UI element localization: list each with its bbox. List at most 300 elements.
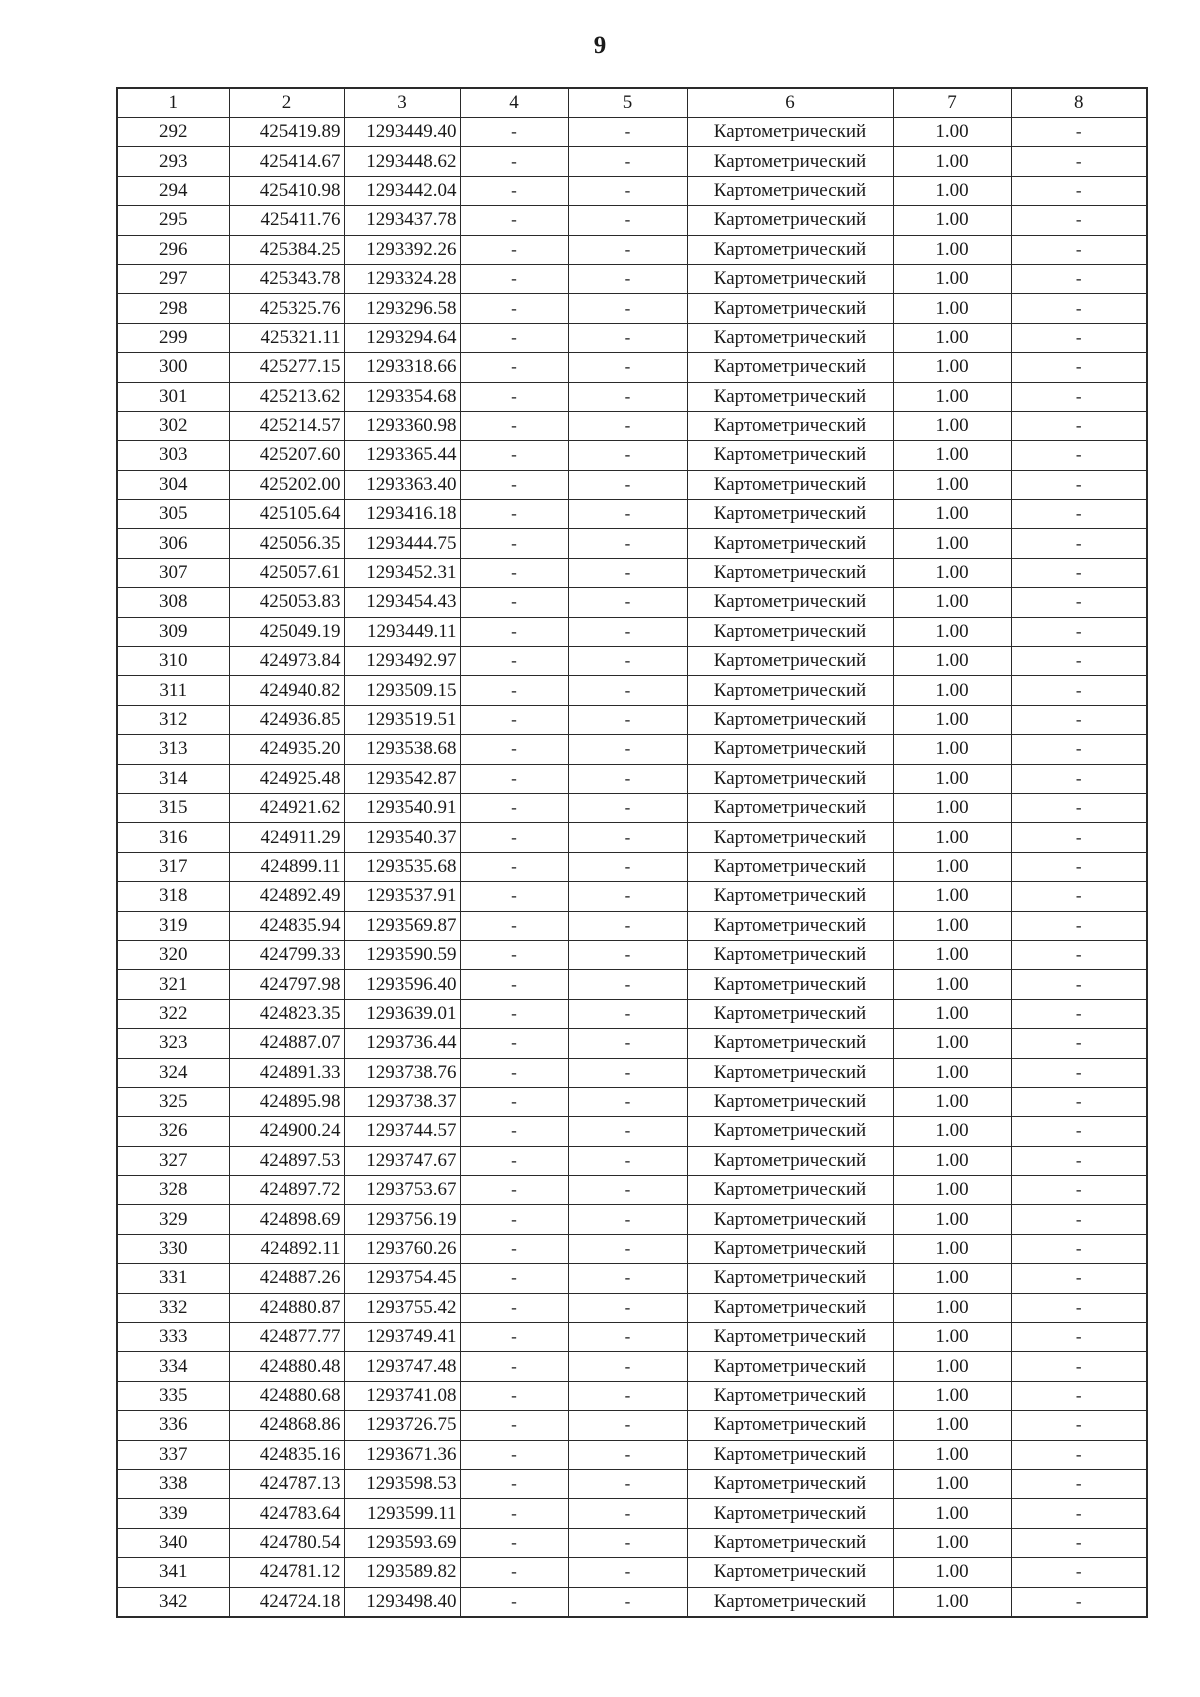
cell-col-8: - [1011, 1117, 1147, 1146]
cell-col-4: - [460, 1293, 568, 1322]
cell-col-4: - [460, 529, 568, 558]
cell-col-8: - [1011, 1411, 1147, 1440]
cell-col-4: - [460, 235, 568, 264]
cell-coordinate-x: 425214.57 [229, 411, 344, 440]
cell-col-8: - [1011, 323, 1147, 352]
cell-col-4: - [460, 940, 568, 969]
cell-point-number: 300 [117, 353, 229, 382]
cell-coordinate-x: 424898.69 [229, 1205, 344, 1234]
cell-coordinate-y: 1293540.91 [344, 793, 460, 822]
cell-coordinate-y: 1293726.75 [344, 1411, 460, 1440]
cell-col-5: - [568, 264, 687, 293]
cell-coordinate-y: 1293747.67 [344, 1146, 460, 1175]
cell-col-8: - [1011, 558, 1147, 587]
cell-method: Картометрический [687, 1558, 893, 1587]
cell-col-5: - [568, 970, 687, 999]
cell-coordinate-x: 425410.98 [229, 176, 344, 205]
cell-coordinate-y: 1293437.78 [344, 206, 460, 235]
cell-col-8: - [1011, 1029, 1147, 1058]
cell-point-number: 292 [117, 118, 229, 147]
cell-col-4: - [460, 676, 568, 705]
cell-accuracy: 1.00 [893, 118, 1011, 147]
cell-col-4: - [460, 1234, 568, 1263]
cell-method: Картометрический [687, 1411, 893, 1440]
cell-coordinate-y: 1293738.76 [344, 1058, 460, 1087]
cell-coordinate-y: 1293599.11 [344, 1499, 460, 1528]
column-header: 7 [893, 88, 1011, 118]
cell-method: Картометрический [687, 206, 893, 235]
cell-point-number: 298 [117, 294, 229, 323]
cell-accuracy: 1.00 [893, 999, 1011, 1028]
cell-point-number: 301 [117, 382, 229, 411]
column-header: 5 [568, 88, 687, 118]
cell-col-8: - [1011, 1146, 1147, 1175]
cell-coordinate-x: 424911.29 [229, 823, 344, 852]
cell-col-8: - [1011, 1499, 1147, 1528]
table-row [117, 1411, 1147, 1440]
cell-col-4: - [460, 735, 568, 764]
cell-coordinate-y: 1293540.37 [344, 823, 460, 852]
cell-accuracy: 1.00 [893, 353, 1011, 382]
table-row [117, 235, 1147, 264]
cell-accuracy: 1.00 [893, 1117, 1011, 1146]
cell-col-8: - [1011, 1469, 1147, 1498]
cell-coordinate-y: 1293365.44 [344, 441, 460, 470]
cell-col-8: - [1011, 176, 1147, 205]
cell-point-number: 315 [117, 793, 229, 822]
table-row [117, 911, 1147, 940]
cell-col-4: - [460, 176, 568, 205]
cell-coordinate-x: 425325.76 [229, 294, 344, 323]
cell-point-number: 296 [117, 235, 229, 264]
cell-point-number: 337 [117, 1440, 229, 1469]
cell-coordinate-y: 1293542.87 [344, 764, 460, 793]
cell-coordinate-y: 1293492.97 [344, 647, 460, 676]
cell-col-5: - [568, 206, 687, 235]
cell-col-8: - [1011, 1205, 1147, 1234]
cell-point-number: 335 [117, 1381, 229, 1410]
cell-accuracy: 1.00 [893, 940, 1011, 969]
cell-accuracy: 1.00 [893, 1176, 1011, 1205]
cell-col-4: - [460, 206, 568, 235]
cell-coordinate-y: 1293416.18 [344, 500, 460, 529]
cell-accuracy: 1.00 [893, 852, 1011, 881]
cell-coordinate-x: 424877.77 [229, 1323, 344, 1352]
table-row [117, 1146, 1147, 1175]
table-row [117, 1440, 1147, 1469]
cell-coordinate-y: 1293755.42 [344, 1293, 460, 1322]
cell-coordinate-x: 424940.82 [229, 676, 344, 705]
cell-coordinate-y: 1293744.57 [344, 1117, 460, 1146]
cell-col-4: - [460, 970, 568, 999]
table-row [117, 1029, 1147, 1058]
cell-coordinate-x: 425419.89 [229, 118, 344, 147]
cell-col-4: - [460, 500, 568, 529]
cell-point-number: 306 [117, 529, 229, 558]
cell-accuracy: 1.00 [893, 1499, 1011, 1528]
cell-accuracy: 1.00 [893, 1381, 1011, 1410]
cell-col-8: - [1011, 1381, 1147, 1410]
cell-point-number: 308 [117, 588, 229, 617]
cell-accuracy: 1.00 [893, 1205, 1011, 1234]
cell-coordinate-x: 424895.98 [229, 1087, 344, 1116]
cell-method: Картометрический [687, 147, 893, 176]
cell-col-8: - [1011, 441, 1147, 470]
cell-col-4: - [460, 323, 568, 352]
cell-coordinate-y: 1293535.68 [344, 852, 460, 881]
cell-coordinate-x: 424787.13 [229, 1469, 344, 1498]
column-header: 6 [687, 88, 893, 118]
table-row [117, 852, 1147, 881]
cell-method: Картометрический [687, 500, 893, 529]
cell-method: Картометрический [687, 852, 893, 881]
cell-col-8: - [1011, 1528, 1147, 1557]
cell-coordinate-x: 424897.53 [229, 1146, 344, 1175]
cell-method: Картометрический [687, 441, 893, 470]
cell-col-5: - [568, 1205, 687, 1234]
cell-method: Картометрический [687, 1440, 893, 1469]
cell-coordinate-x: 425343.78 [229, 264, 344, 293]
cell-col-5: - [568, 1411, 687, 1440]
cell-col-4: - [460, 411, 568, 440]
cell-coordinate-x: 424887.26 [229, 1264, 344, 1293]
cell-method: Картометрический [687, 793, 893, 822]
cell-point-number: 303 [117, 441, 229, 470]
table-row [117, 529, 1147, 558]
table-row [117, 500, 1147, 529]
cell-point-number: 327 [117, 1146, 229, 1175]
cell-col-5: - [568, 176, 687, 205]
table-row [117, 940, 1147, 969]
table-row [117, 1352, 1147, 1381]
cell-method: Картометрический [687, 353, 893, 382]
cell-col-5: - [568, 764, 687, 793]
cell-col-5: - [568, 1058, 687, 1087]
cell-coordinate-x: 425321.11 [229, 323, 344, 352]
cell-col-8: - [1011, 940, 1147, 969]
cell-point-number: 293 [117, 147, 229, 176]
cell-col-4: - [460, 764, 568, 793]
table-row [117, 353, 1147, 382]
cell-accuracy: 1.00 [893, 206, 1011, 235]
cell-coordinate-y: 1293754.45 [344, 1264, 460, 1293]
cell-coordinate-x: 424880.87 [229, 1293, 344, 1322]
table-row [117, 1499, 1147, 1528]
cell-accuracy: 1.00 [893, 1528, 1011, 1557]
table-row [117, 1234, 1147, 1263]
cell-coordinate-x: 424925.48 [229, 764, 344, 793]
cell-coordinate-y: 1293738.37 [344, 1087, 460, 1116]
cell-method: Картометрический [687, 705, 893, 734]
cell-accuracy: 1.00 [893, 147, 1011, 176]
cell-method: Картометрический [687, 529, 893, 558]
cell-col-5: - [568, 500, 687, 529]
cell-method: Картометрический [687, 882, 893, 911]
cell-coordinate-y: 1293498.40 [344, 1587, 460, 1617]
cell-col-5: - [568, 411, 687, 440]
cell-method: Картометрический [687, 647, 893, 676]
cell-coordinate-y: 1293537.91 [344, 882, 460, 911]
cell-coordinate-y: 1293296.58 [344, 294, 460, 323]
cell-coordinate-y: 1293749.41 [344, 1323, 460, 1352]
cell-col-5: - [568, 235, 687, 264]
cell-point-number: 328 [117, 1176, 229, 1205]
cell-point-number: 320 [117, 940, 229, 969]
cell-coordinate-y: 1293753.67 [344, 1176, 460, 1205]
cell-coordinate-x: 424936.85 [229, 705, 344, 734]
cell-accuracy: 1.00 [893, 1264, 1011, 1293]
cell-coordinate-x: 424892.49 [229, 882, 344, 911]
cell-accuracy: 1.00 [893, 1558, 1011, 1587]
cell-method: Картометрический [687, 735, 893, 764]
cell-col-5: - [568, 1293, 687, 1322]
cell-coordinate-x: 424935.20 [229, 735, 344, 764]
cell-accuracy: 1.00 [893, 294, 1011, 323]
cell-col-8: - [1011, 264, 1147, 293]
cell-col-5: - [568, 1176, 687, 1205]
cell-accuracy: 1.00 [893, 1411, 1011, 1440]
table-row [117, 1087, 1147, 1116]
table-row [117, 823, 1147, 852]
cell-col-4: - [460, 1440, 568, 1469]
cell-coordinate-y: 1293756.19 [344, 1205, 460, 1234]
cell-accuracy: 1.00 [893, 264, 1011, 293]
cell-col-5: - [568, 1558, 687, 1587]
cell-point-number: 316 [117, 823, 229, 852]
cell-col-8: - [1011, 1558, 1147, 1587]
cell-col-4: - [460, 1029, 568, 1058]
cell-col-5: - [568, 999, 687, 1028]
table-row [117, 176, 1147, 205]
cell-point-number: 330 [117, 1234, 229, 1263]
table-row [117, 1205, 1147, 1234]
cell-coordinate-x: 424892.11 [229, 1234, 344, 1263]
cell-col-5: - [568, 852, 687, 881]
cell-col-4: - [460, 264, 568, 293]
cell-accuracy: 1.00 [893, 470, 1011, 499]
cell-coordinate-y: 1293741.08 [344, 1381, 460, 1410]
cell-col-4: - [460, 1087, 568, 1116]
cell-col-8: - [1011, 1058, 1147, 1087]
cell-col-4: - [460, 999, 568, 1028]
cell-point-number: 312 [117, 705, 229, 734]
cell-col-4: - [460, 1146, 568, 1175]
column-header: 4 [460, 88, 568, 118]
cell-accuracy: 1.00 [893, 441, 1011, 470]
cell-coordinate-y: 1293639.01 [344, 999, 460, 1028]
cell-col-4: - [460, 1558, 568, 1587]
cell-coordinate-x: 425414.67 [229, 147, 344, 176]
cell-col-8: - [1011, 529, 1147, 558]
cell-point-number: 324 [117, 1058, 229, 1087]
cell-col-5: - [568, 1323, 687, 1352]
cell-accuracy: 1.00 [893, 911, 1011, 940]
cell-coordinate-x: 424797.98 [229, 970, 344, 999]
cell-method: Картометрический [687, 911, 893, 940]
cell-col-8: - [1011, 1234, 1147, 1263]
cell-col-4: - [460, 1058, 568, 1087]
cell-coordinate-x: 425411.76 [229, 206, 344, 235]
cell-method: Картометрический [687, 764, 893, 793]
table-body [117, 88, 1147, 1617]
table-row [117, 1264, 1147, 1293]
cell-method: Картометрический [687, 999, 893, 1028]
cell-col-5: - [568, 588, 687, 617]
cell-coordinate-x: 424781.12 [229, 1558, 344, 1587]
cell-accuracy: 1.00 [893, 1440, 1011, 1469]
cell-coordinate-x: 424780.54 [229, 1528, 344, 1557]
table-row [117, 470, 1147, 499]
cell-col-5: - [568, 1499, 687, 1528]
cell-col-4: - [460, 441, 568, 470]
cell-point-number: 336 [117, 1411, 229, 1440]
cell-coordinate-y: 1293294.64 [344, 323, 460, 352]
cell-point-number: 295 [117, 206, 229, 235]
cell-col-5: - [568, 676, 687, 705]
cell-col-4: - [460, 647, 568, 676]
cell-point-number: 294 [117, 176, 229, 205]
cell-col-8: - [1011, 118, 1147, 147]
cell-col-4: - [460, 793, 568, 822]
cell-col-4: - [460, 882, 568, 911]
cell-method: Картометрический [687, 411, 893, 440]
cell-col-4: - [460, 382, 568, 411]
cell-accuracy: 1.00 [893, 235, 1011, 264]
cell-method: Картометрический [687, 1499, 893, 1528]
cell-col-4: - [460, 1264, 568, 1293]
cell-coordinate-x: 424900.24 [229, 1117, 344, 1146]
cell-col-4: - [460, 1411, 568, 1440]
cell-col-4: - [460, 1117, 568, 1146]
cell-point-number: 310 [117, 647, 229, 676]
cell-col-4: - [460, 911, 568, 940]
cell-point-number: 318 [117, 882, 229, 911]
cell-accuracy: 1.00 [893, 382, 1011, 411]
cell-accuracy: 1.00 [893, 500, 1011, 529]
cell-coordinate-y: 1293392.26 [344, 235, 460, 264]
cell-col-8: - [1011, 676, 1147, 705]
table-row [117, 705, 1147, 734]
cell-col-8: - [1011, 911, 1147, 940]
cell-coordinate-y: 1293671.36 [344, 1440, 460, 1469]
cell-col-4: - [460, 1469, 568, 1498]
cell-point-number: 305 [117, 500, 229, 529]
cell-coordinate-x: 424921.62 [229, 793, 344, 822]
table-row [117, 1381, 1147, 1410]
cell-col-8: - [1011, 647, 1147, 676]
cell-coordinate-x: 424724.18 [229, 1587, 344, 1617]
cell-col-5: - [568, 940, 687, 969]
cell-point-number: 302 [117, 411, 229, 440]
cell-col-5: - [568, 882, 687, 911]
cell-coordinate-x: 425053.83 [229, 588, 344, 617]
cell-coordinate-y: 1293590.59 [344, 940, 460, 969]
cell-point-number: 329 [117, 1205, 229, 1234]
cell-coordinate-x: 424880.68 [229, 1381, 344, 1410]
table-row [117, 617, 1147, 646]
cell-method: Картометрический [687, 1264, 893, 1293]
cell-col-5: - [568, 1469, 687, 1498]
cell-col-5: - [568, 793, 687, 822]
table-row [117, 264, 1147, 293]
cell-point-number: 319 [117, 911, 229, 940]
cell-coordinate-y: 1293448.62 [344, 147, 460, 176]
cell-method: Картометрический [687, 1176, 893, 1205]
cell-col-5: - [568, 735, 687, 764]
cell-col-8: - [1011, 764, 1147, 793]
cell-col-8: - [1011, 382, 1147, 411]
cell-coordinate-y: 1293569.87 [344, 911, 460, 940]
cell-coordinate-y: 1293444.75 [344, 529, 460, 558]
cell-col-5: - [568, 441, 687, 470]
cell-point-number: 321 [117, 970, 229, 999]
cell-method: Картометрический [687, 970, 893, 999]
cell-coordinate-x: 424823.35 [229, 999, 344, 1028]
cell-col-4: - [460, 1352, 568, 1381]
cell-accuracy: 1.00 [893, 970, 1011, 999]
cell-coordinate-y: 1293589.82 [344, 1558, 460, 1587]
cell-method: Картометрический [687, 1146, 893, 1175]
cell-method: Картометрический [687, 617, 893, 646]
cell-method: Картометрический [687, 382, 893, 411]
cell-coordinate-y: 1293449.40 [344, 118, 460, 147]
cell-col-5: - [568, 558, 687, 587]
cell-point-number: 339 [117, 1499, 229, 1528]
page-number: 9 [593, 32, 607, 59]
cell-coordinate-x: 425049.19 [229, 617, 344, 646]
cell-accuracy: 1.00 [893, 1058, 1011, 1087]
cell-point-number: 334 [117, 1352, 229, 1381]
coordinates-table [116, 87, 1148, 1618]
cell-col-8: - [1011, 823, 1147, 852]
cell-col-4: - [460, 1587, 568, 1617]
cell-col-4: - [460, 852, 568, 881]
table-row [117, 411, 1147, 440]
cell-col-8: - [1011, 1323, 1147, 1352]
table-row [117, 147, 1147, 176]
cell-col-4: - [460, 353, 568, 382]
cell-coordinate-y: 1293442.04 [344, 176, 460, 205]
cell-coordinate-x: 424887.07 [229, 1029, 344, 1058]
cell-point-number: 340 [117, 1528, 229, 1557]
cell-col-8: - [1011, 793, 1147, 822]
cell-method: Картометрический [687, 1234, 893, 1263]
cell-method: Картометрический [687, 470, 893, 499]
cell-method: Картометрический [687, 823, 893, 852]
cell-col-4: - [460, 1176, 568, 1205]
cell-col-4: - [460, 1381, 568, 1410]
cell-col-8: - [1011, 852, 1147, 881]
cell-col-4: - [460, 588, 568, 617]
table-row [117, 1176, 1147, 1205]
table-row [117, 1117, 1147, 1146]
cell-method: Картометрический [687, 1587, 893, 1617]
cell-col-5: - [568, 118, 687, 147]
cell-method: Картометрический [687, 1117, 893, 1146]
cell-coordinate-y: 1293363.40 [344, 470, 460, 499]
cell-accuracy: 1.00 [893, 793, 1011, 822]
cell-col-4: - [460, 558, 568, 587]
cell-coordinate-y: 1293747.48 [344, 1352, 460, 1381]
cell-coordinate-y: 1293509.15 [344, 676, 460, 705]
cell-method: Картометрический [687, 1087, 893, 1116]
cell-method: Картометрический [687, 940, 893, 969]
cell-col-8: - [1011, 500, 1147, 529]
cell-method: Картометрический [687, 1528, 893, 1557]
cell-col-8: - [1011, 1176, 1147, 1205]
cell-coordinate-y: 1293598.53 [344, 1469, 460, 1498]
cell-col-8: - [1011, 1293, 1147, 1322]
